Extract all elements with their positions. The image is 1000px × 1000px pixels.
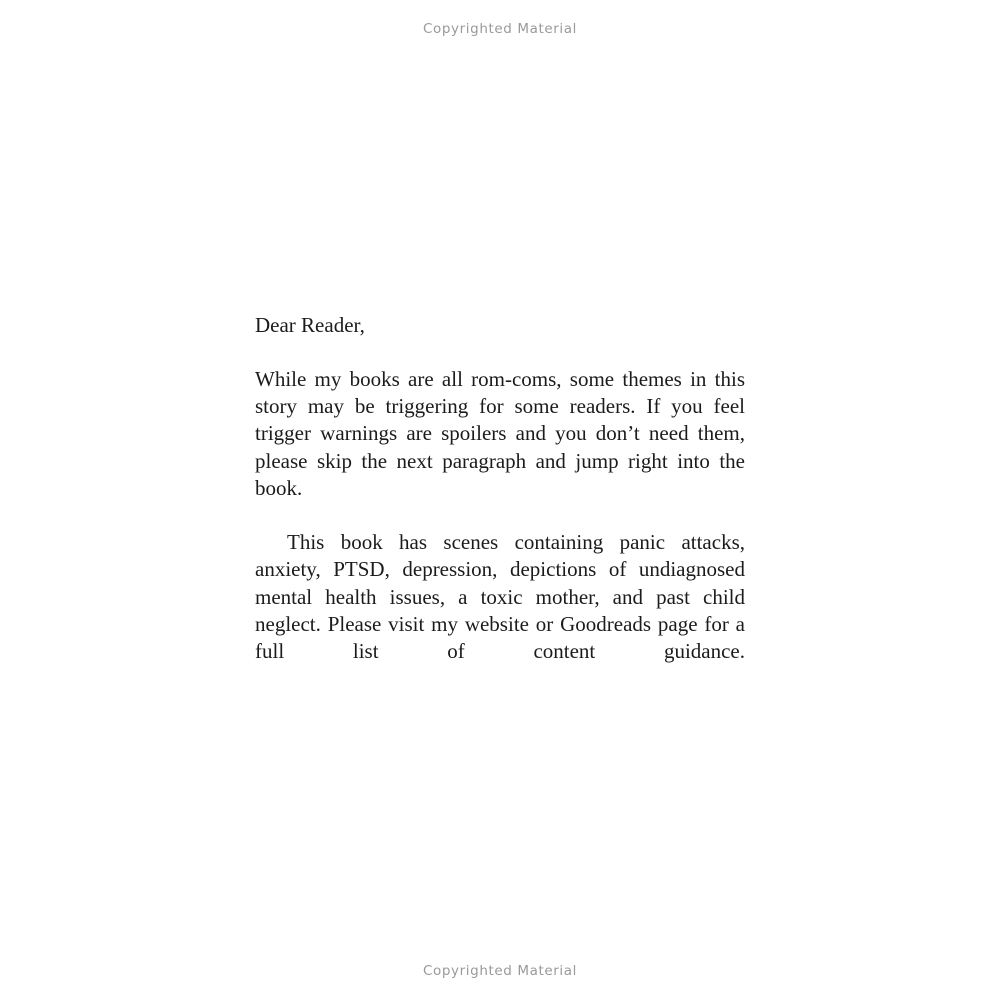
- letter-paragraph-2: This book has scenes containing panic attacks, anxiety, PTSD, depression, depictions of undiagnosed mental health issues, a toxic mother, and past child neglect. Please visit my website or Goodreads page for a full list of content guidance.: [255, 530, 745, 664]
- watermark-top: Copyrighted Material: [423, 21, 577, 37]
- letter-salutation: Dear Reader,: [255, 313, 365, 337]
- watermark-bottom: Copyrighted Material: [423, 963, 577, 979]
- letter-paragraph-1: While my books are all rom-coms, some themes in this story may be triggering for some readers. If you feel trigger warnings are spoilers and you don’t need them, please skip the next paragraph and jump right into the book.: [255, 367, 745, 500]
- letter-text-block: [255, 312, 745, 692]
